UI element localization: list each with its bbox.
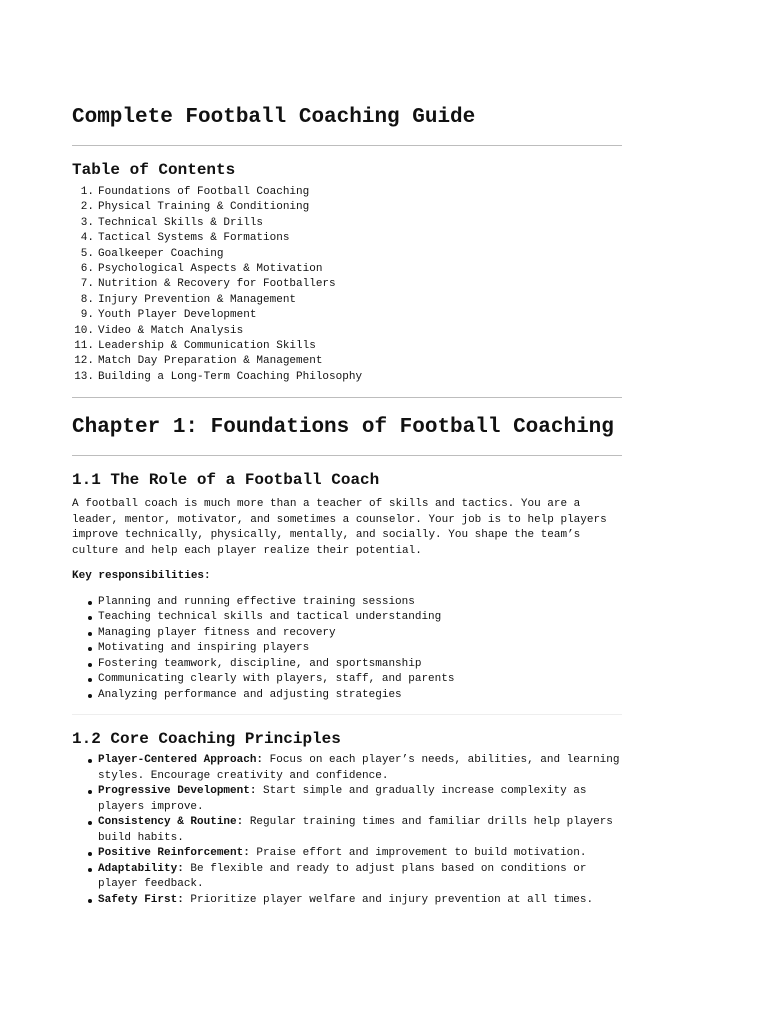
list-item bbox=[72, 862, 622, 893]
principle-term: Consistency & Routine: bbox=[98, 816, 244, 829]
toc-item-label: Injury Prevention & Management bbox=[98, 293, 297, 306]
toc-item[interactable]: 10. Video & Match Analysis bbox=[72, 324, 622, 339]
section-paragraph: A football coach is much more than a teacher of skills and tactics. You are a leader, mentor, motivator, and sometimes a counselor. Your job is to help players improve technically, physically, mentally, and socially. You shape the team’s culture and help each player realize their potential. bbox=[72, 498, 607, 557]
list-item: Planning and running effective training sessions bbox=[72, 595, 622, 611]
toc-item[interactable]: 9. Youth Player Development bbox=[72, 308, 622, 323]
toc-item[interactable]: 3. Technical Skills & Drills bbox=[72, 216, 622, 231]
toc-item[interactable]: 5. Goalkeeper Coaching bbox=[72, 247, 622, 262]
toc-item-label: Technical Skills & Drills bbox=[98, 216, 264, 229]
toc-divider bbox=[72, 397, 622, 398]
toc-item-label: Foundations of Football Coaching bbox=[98, 186, 310, 198]
toc-item[interactable]: 6. Psychological Aspects & Motivation bbox=[72, 262, 622, 277]
principle-term: Positive Reinforcement: bbox=[98, 847, 250, 860]
document-title: Complete Football Coaching Guide bbox=[72, 106, 476, 129]
toc-item[interactable]: 4. Tactical Systems & Formations bbox=[72, 231, 622, 246]
list-item bbox=[72, 784, 622, 815]
toc-item[interactable]: 7. Nutrition & Recovery for Footballers bbox=[72, 277, 622, 292]
table-of-contents bbox=[72, 185, 622, 385]
principle-text: Focus on each player’s needs, abilities, and learning styles. Encourage creativity and confidence. bbox=[98, 754, 620, 782]
toc-item-label: Nutrition & Recovery for Footballers bbox=[98, 278, 336, 291]
list-item bbox=[72, 753, 622, 784]
principle-text: Be flexible and ready to adjust plans based on conditions or player feedback. bbox=[98, 862, 587, 891]
key-responsibilities-label: Key responsibilities: bbox=[72, 570, 211, 583]
toc-item-label: Physical Training & Conditioning bbox=[98, 201, 310, 214]
list-item bbox=[72, 815, 622, 846]
principle-text: Regular training times and familiar drills help players build habits. bbox=[98, 816, 613, 844]
document-content bbox=[72, 104, 622, 908]
toc-item-label: Psychological Aspects & Motivation bbox=[98, 263, 323, 276]
principle-text: Praise effort and improvement to build motivation. bbox=[249, 847, 587, 860]
principle-term: Player-Centered Approach: bbox=[98, 754, 264, 767]
toc-item[interactable]: 1. Foundations of Football Coaching bbox=[72, 185, 622, 200]
toc-heading: Table of Contents bbox=[72, 161, 236, 179]
toc-item-label: Goalkeeper Coaching bbox=[98, 247, 224, 260]
principle-text: Prioritize player welfare and injury prevention at all times. bbox=[183, 893, 594, 906]
toc-item[interactable]: 2. Physical Training & Conditioning bbox=[72, 200, 622, 215]
list-item: Teaching technical skills and tactical understanding bbox=[72, 610, 622, 626]
list-item: Communicating clearly with players, staff, and parents bbox=[72, 672, 622, 688]
section-divider bbox=[72, 714, 622, 715]
list-item: Fostering teamwork, discipline, and sportsmanship bbox=[72, 657, 622, 673]
principles-list bbox=[72, 753, 622, 908]
toc-item-label: Match Day Preparation & Management bbox=[98, 355, 323, 368]
chapter-title: Chapter 1: Foundations of Football Coaching bbox=[72, 416, 614, 440]
responsibilities-list bbox=[72, 595, 622, 704]
principle-text: Start simple and gradually increase complexity as players improve. bbox=[98, 785, 587, 813]
list-item bbox=[72, 846, 622, 862]
section-heading: 1.2 Core Coaching Principles bbox=[72, 730, 341, 749]
toc-item-label: Video & Match Analysis bbox=[98, 324, 244, 337]
toc-item-label: Tactical Systems & Formations bbox=[98, 232, 290, 245]
list-item: Analyzing performance and adjusting strategies bbox=[72, 688, 622, 704]
list-item bbox=[72, 893, 622, 909]
list-item: Motivating and inspiring players bbox=[72, 641, 622, 657]
toc-item-label: Youth Player Development bbox=[98, 309, 257, 322]
toc-item[interactable]: 12. Match Day Preparation & Management bbox=[72, 354, 622, 369]
toc-item-label: Leadership & Communication Skills bbox=[98, 340, 316, 353]
toc-item[interactable]: 11. Leadership & Communication Skills bbox=[72, 339, 622, 354]
toc-item-label: Building a Long-Term Coaching Philosophy bbox=[98, 370, 363, 383]
principle-term: Adaptability: bbox=[98, 862, 184, 875]
toc-item[interactable]: 13. Building a Long-Term Coaching Philosophy bbox=[72, 370, 622, 385]
principle-term: Safety First: bbox=[98, 893, 184, 906]
toc-item[interactable]: 8. Injury Prevention & Management bbox=[72, 293, 622, 308]
chapter-divider bbox=[72, 455, 622, 456]
title-divider bbox=[72, 145, 622, 146]
list-item: Managing player fitness and recovery bbox=[72, 626, 622, 642]
principle-term: Progressive Development: bbox=[98, 785, 257, 798]
section-heading: 1.1 The Role of a Football Coach bbox=[72, 471, 380, 490]
